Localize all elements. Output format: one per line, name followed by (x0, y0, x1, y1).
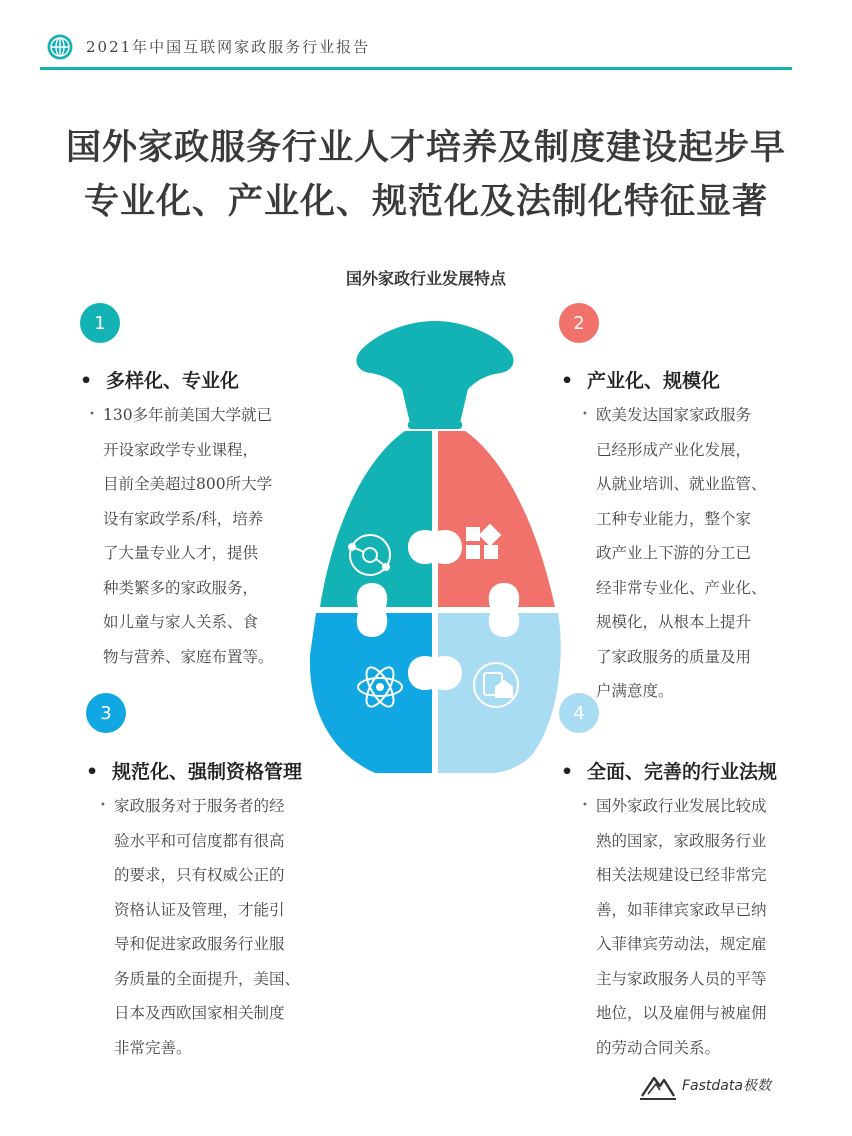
body-line: 政产业上下游的分工已 (596, 544, 752, 562)
headline-line-2: 专业化、产业化、规范化及法制化特征显著 (83, 182, 768, 222)
body-line: 种类繁多的家政服务， (103, 578, 259, 597)
globe-icon (46, 33, 74, 61)
section-title-2: • 产业化、规模化 (561, 370, 721, 392)
body-line: 已经形成产业化发展， (596, 440, 752, 459)
section-title-1: • 多样化、专业化 (80, 370, 240, 392)
body-line: 资格认证及管理，才能引 (114, 900, 285, 919)
puzzle-piece-1 (320, 431, 432, 607)
body-line: 务质量的全面提升，美国、 (114, 969, 301, 988)
body-line: 入菲律宾劳动法，规定雇 (596, 935, 767, 953)
body-line: 的劳动合同关系。 (596, 1038, 721, 1057)
body-line: 国外家政行业发展比较成 (596, 797, 767, 815)
body-line: 的要求，只有权威公正的 (114, 866, 285, 884)
body-line: 熟的国家，家政服务行业 (596, 831, 767, 850)
body-line: 规模化，从根本上提升 (596, 613, 752, 631)
body-line: 户满意度。 (596, 682, 674, 700)
body-line: 开设家政学专业课程， (103, 440, 259, 459)
puzzle-piece-2 (438, 431, 555, 607)
section-body-3: • 家政服务对于服务者的经 验水平和可信度都有很高 的要求，只有权威公正的 资格认证及管理，才能引 导和促进家政服务行业服 务质量的全面提升，美国、 日本及西欧国家相关制度 非常完善。 (114, 789, 300, 1065)
brand-name: Fastdata极数 (682, 1078, 771, 1094)
number-badge-2: 2 (559, 303, 599, 343)
report-title: 2021年中国互联网家政服务行业报告 (86, 38, 371, 56)
money-bag-puzzle-illustration (300, 315, 570, 777)
puzzle-piece-3 (310, 613, 432, 773)
body-line: 导和促进家政服务行业服 (114, 935, 285, 953)
number-badge-4: 4 (559, 693, 599, 733)
body-line: 物与营养、家庭布置等。 (103, 647, 274, 666)
section-body-4: • 国外家政行业发展比较成 熟的国家，家政服务行业 相关法规建设已经非常完 善，如菲律宾家政早已纳 入菲律宾劳动法，规定雇 主与家政服务人员的平等 地位，以及雇佣与被雇佣 的劳动合同关系。 (596, 789, 767, 1065)
bag-neck (408, 421, 462, 429)
body-line: 从就业培训、就业监管、 (596, 475, 767, 493)
section-title-4: • 全面、完善的行业法规 (561, 761, 778, 783)
body-line: 主与家政服务人员的平等 (596, 969, 767, 988)
body-line: 欧美发达国家家政服务 (596, 406, 752, 424)
body-line: 设有家政学系/科，培养 (103, 509, 264, 528)
headline-line-1: 国外家政服务行业人才培养及制度建设起步早 (65, 128, 786, 168)
section-body-1: • 130多年前美国大学就已 开设家政学专业课程， 目前全美超过800所大学 设有家政学系/科，培养 了大量专业人才，提供 种类繁多的家政服务， 如儿童与家人关系、食 物与营养、家庭布置等。 (103, 398, 274, 674)
section-body-2: • 欧美发达国家家政服务 已经形成产业化发展， 从就业培训、就业监管、 工种专业能力，整个家 政产业上下游的分工已 经非常专业化、产业化、 规模化，从根本上提升 了家政服务的质量及用 户满意度。 (596, 398, 767, 709)
fastdata-logo-icon (638, 1068, 678, 1104)
body-line: 目前全美超过800所大学 (103, 475, 273, 493)
bag-top (356, 321, 513, 423)
body-line: 相关法规建设已经非常完 (596, 866, 767, 884)
diagram-title: 国外家政行业发展特点 (345, 269, 506, 288)
body-line: 家政服务对于服务者的经 (114, 797, 285, 815)
number-badge-3: 3 (86, 693, 126, 733)
body-line: 经非常专业化、产业化、 (596, 578, 767, 597)
body-line: 地位，以及雇佣与被雇佣 (596, 1004, 767, 1022)
body-line: 非常完善。 (114, 1038, 192, 1057)
body-line: 日本及西欧国家相关制度 (114, 1004, 285, 1022)
body-line: 了家政服务的质量及用 (596, 647, 752, 666)
header-divider (40, 67, 792, 70)
body-line: 善，如菲律宾家政早已纳 (596, 900, 767, 919)
body-line: 如儿童与家人关系、食 (103, 613, 259, 631)
body-line: 工种专业能力，整个家 (596, 509, 752, 528)
body-line: 130多年前美国大学就已 (103, 406, 273, 424)
body-line: 验水平和可信度都有很高 (114, 831, 285, 850)
number-badge-1: 1 (80, 303, 120, 343)
body-line: 了大量专业人才，提供 (103, 544, 259, 562)
section-title-3: • 规范化、强制资格管理 (86, 761, 303, 783)
